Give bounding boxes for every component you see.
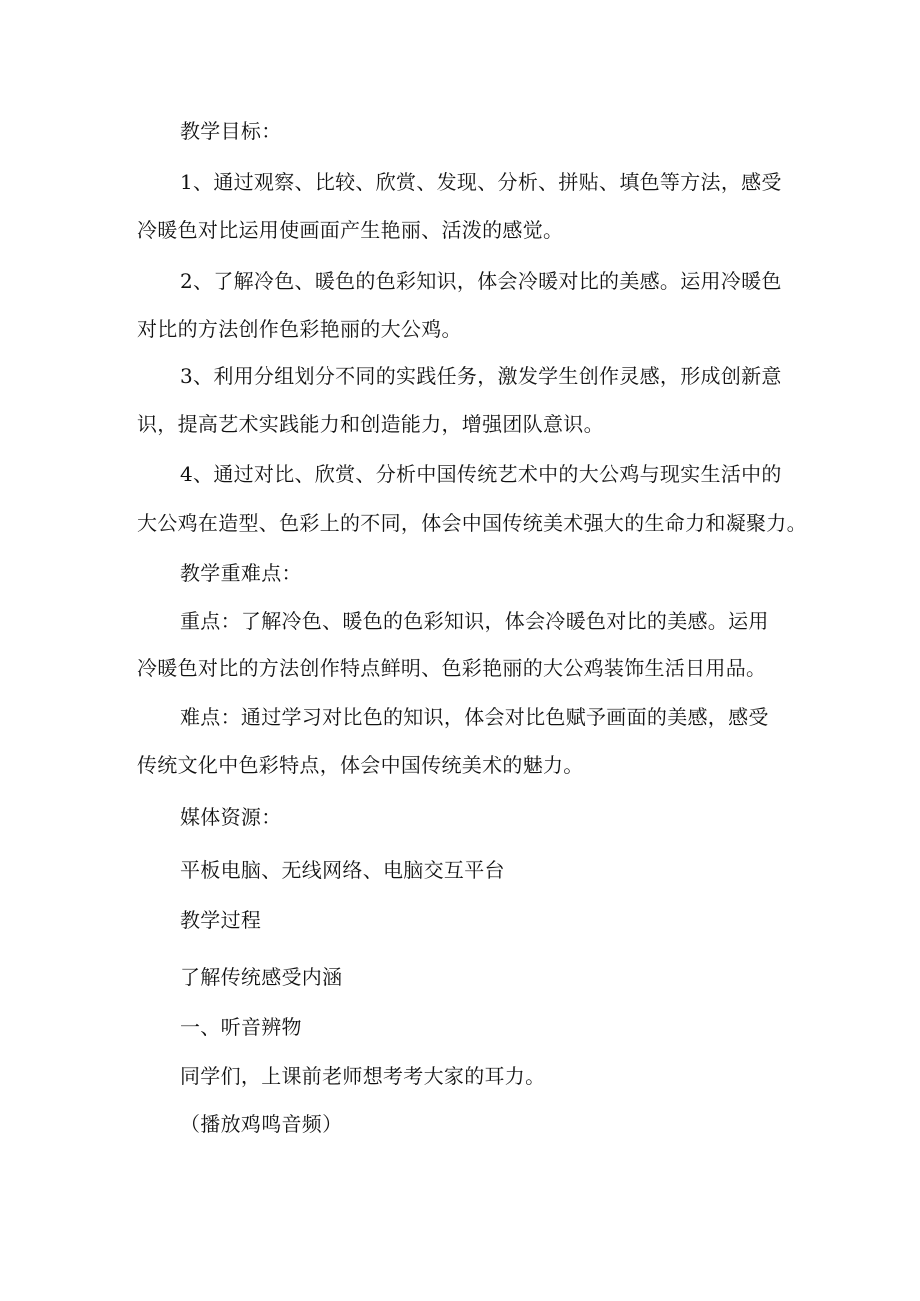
media-items: 平板电脑、无线网络、电脑交互平台 — [180, 858, 505, 882]
section-title: 了解传统感受内涵 — [180, 965, 343, 989]
step-1-title: 一、听音辨物 — [180, 1015, 302, 1039]
goal-2-line-2: 对比的方法创作色彩艳丽的大公鸡。 — [137, 317, 462, 341]
goal-1-line-1: 1、通过观察、比较、欣赏、发现、分析、拼贴、填色等方法，感受 — [180, 170, 782, 194]
goal-4-line-1: 4、通过对比、欣赏、分析中国传统艺术中的大公鸡与现实生活中的 — [180, 462, 782, 486]
media-heading: 媒体资源： — [180, 805, 282, 829]
teaching-goals-heading: 教学目标： — [180, 119, 282, 143]
goal-3-line-2: 识，提高艺术实践能力和创造能力，增强团队意识。 — [137, 412, 604, 436]
key-point-line-2: 冷暖色对比的方法创作特点鲜明、色彩艳丽的大公鸡装饰生活日用品。 — [137, 656, 767, 680]
goal-4-line-2: 大公鸡在造型、色彩上的不同，体会中国传统美术强大的生命力和凝聚力。 — [137, 511, 807, 535]
step-1-text: 同学们，上课前老师想考考大家的耳力。 — [180, 1064, 546, 1088]
step-1-note: （播放鸡鸣音频） — [180, 1112, 343, 1136]
key-points-heading: 教学重难点： — [180, 561, 302, 585]
goal-2-line-1: 2、了解冷色、暖色的色彩知识，体会冷暖对比的美感。运用冷暖色 — [180, 269, 782, 293]
process-heading: 教学过程 — [180, 908, 262, 932]
difficult-point-line-1: 难点：通过学习对比色的知识，体会对比色赋予画面的美感，感受 — [180, 705, 769, 729]
difficult-point-line-2: 传统文化中色彩特点，体会中国传统美术的魅力。 — [137, 753, 584, 777]
goal-1-line-2: 冷暖色对比运用使画面产生艳丽、活泼的感觉。 — [137, 218, 564, 242]
key-point-line-1: 重点：了解冷色、暖色的色彩知识，体会冷暖色对比的美感。运用 — [180, 609, 769, 633]
goal-3-line-1: 3、利用分组划分不同的实践任务，激发学生创作灵感，形成创新意 — [180, 364, 782, 388]
